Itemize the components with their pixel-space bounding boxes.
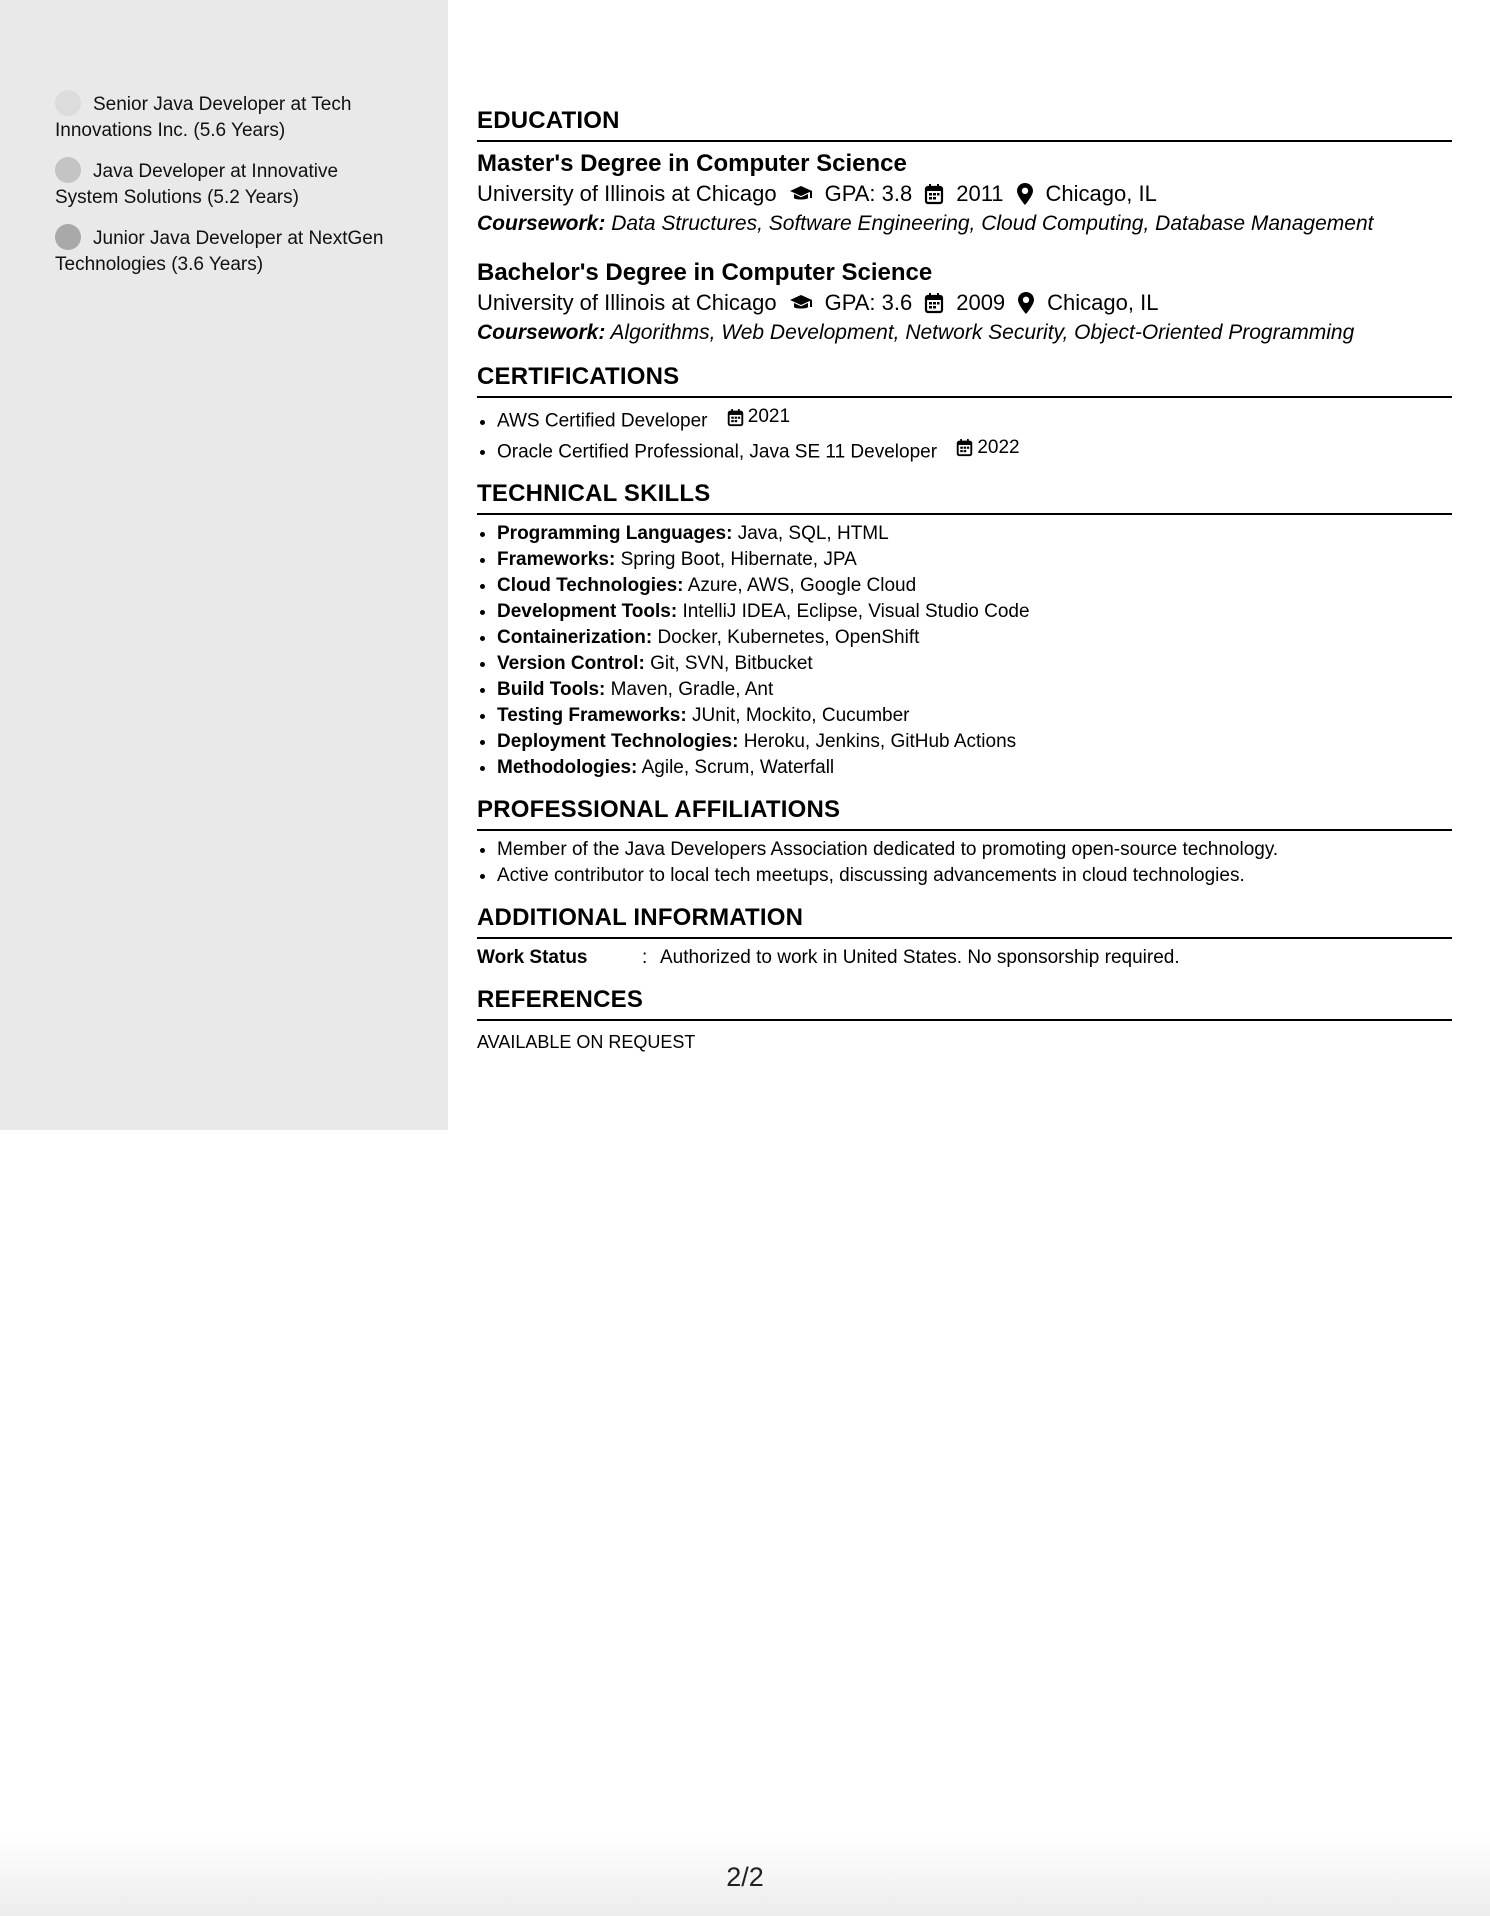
certification-year: 2021 bbox=[747, 406, 791, 427]
references-heading: REFERENCES bbox=[477, 985, 1452, 1021]
skill-value: IntelliJ IDEA, Eclipse, Visual Studio Code bbox=[682, 601, 1030, 622]
skill-label: Cloud Technologies: bbox=[497, 575, 684, 596]
skill-value: Git, SVN, Bitbucket bbox=[650, 653, 813, 674]
affiliations-list bbox=[477, 837, 1452, 889]
certifications-list bbox=[477, 404, 1452, 465]
education-entry bbox=[477, 257, 1452, 348]
degree-title: Master's Degree in Computer Science bbox=[477, 150, 907, 177]
coursework-label: Coursework: bbox=[477, 321, 606, 344]
map-pin-icon bbox=[1017, 292, 1035, 314]
skill-label: Programming Languages: bbox=[497, 523, 733, 544]
skill-item bbox=[497, 573, 1452, 599]
coursework bbox=[477, 318, 1452, 348]
skill-value: Docker, Kubernetes, OpenShift bbox=[657, 627, 920, 648]
skill-label: Testing Frameworks: bbox=[497, 705, 687, 726]
work-status-colon: : bbox=[642, 947, 648, 968]
education-entry bbox=[477, 148, 1452, 239]
main-content bbox=[477, 106, 1452, 1055]
experience-summary-text: Junior Java Developer at NextGen Technologies (3.6 Years) bbox=[55, 228, 384, 275]
skill-item bbox=[497, 703, 1452, 729]
experience-summary-text: Senior Java Developer at Tech Innovations Inc. (5.6 Years) bbox=[55, 94, 352, 141]
experience-summary-list bbox=[55, 90, 385, 291]
technical-skills-list bbox=[477, 521, 1452, 781]
skill-item bbox=[497, 755, 1452, 781]
skill-value: Maven, Gradle, Ant bbox=[610, 679, 774, 700]
coursework bbox=[477, 209, 1452, 239]
degree-title: Bachelor's Degree in Computer Science bbox=[477, 259, 933, 286]
location: Chicago, IL bbox=[1047, 290, 1159, 315]
skill-item bbox=[497, 547, 1452, 573]
certification-item bbox=[497, 404, 1452, 435]
certification-date bbox=[956, 435, 1019, 461]
technical-skills-heading: TECHNICAL SKILLS bbox=[477, 479, 1452, 515]
graduation-year: 2009 bbox=[956, 290, 1006, 315]
education-heading: EDUCATION bbox=[477, 106, 1452, 142]
experience-dot-icon bbox=[55, 224, 81, 250]
skill-item bbox=[497, 677, 1452, 703]
calendar-icon bbox=[924, 292, 944, 314]
affiliation-item: • Active contributor to local tech meetups, discussing advancements in cloud technologies. bbox=[497, 863, 1452, 889]
certification-name: Oracle Certified Professional, Java SE 11 Developer bbox=[497, 441, 938, 462]
additional-information-heading: ADDITIONAL INFORMATION bbox=[477, 903, 1452, 939]
experience-summary-item bbox=[55, 90, 385, 144]
graduation-year: 2011 bbox=[956, 181, 1004, 206]
experience-summary-text: Java Developer at Innovative System Solutions (5.2 Years) bbox=[55, 161, 339, 208]
certification-name: AWS Certified Developer bbox=[497, 410, 708, 432]
skill-value: JUnit, Mockito, Cucumber bbox=[691, 705, 910, 726]
coursework-label: Coursework: bbox=[477, 212, 606, 235]
experience-dot-icon bbox=[55, 157, 81, 183]
affiliation-item: • Member of the Java Developers Association dedicated to promoting open-source technology. bbox=[497, 837, 1452, 863]
experience-dot-icon bbox=[55, 90, 81, 116]
calendar-icon bbox=[727, 408, 744, 427]
skill-item bbox=[497, 625, 1452, 651]
certifications-heading: CERTIFICATIONS bbox=[477, 362, 1452, 398]
education-meta bbox=[477, 288, 1452, 318]
calendar-icon bbox=[956, 438, 973, 457]
graduation-cap-icon bbox=[789, 183, 813, 205]
skill-item bbox=[497, 599, 1452, 625]
certification-item bbox=[497, 435, 1452, 466]
skill-label: Development Tools: bbox=[497, 601, 678, 622]
skill-label: Methodologies: bbox=[497, 757, 638, 778]
skill-value: Heroku, Jenkins, GitHub Actions bbox=[743, 731, 1017, 752]
skill-item bbox=[497, 729, 1452, 755]
skill-item bbox=[497, 521, 1452, 547]
skill-label: Frameworks: bbox=[497, 549, 616, 570]
certification-year: 2022 bbox=[977, 436, 1020, 458]
education-meta bbox=[477, 179, 1452, 209]
graduation-cap-icon bbox=[789, 292, 813, 314]
school-name: University of Illinois at Chicago bbox=[477, 290, 777, 315]
skill-item bbox=[497, 651, 1452, 677]
skill-value: Java, SQL, HTML bbox=[737, 523, 889, 544]
skill-label: Containerization: bbox=[497, 627, 653, 648]
work-status-value: Authorized to work in United States. No sponsorship required. bbox=[660, 947, 1180, 968]
calendar-icon bbox=[924, 183, 944, 205]
page-number: 2/2 bbox=[726, 1862, 764, 1892]
gpa: GPA: 3.8 bbox=[824, 181, 913, 206]
school-name: University of Illinois at Chicago bbox=[477, 181, 777, 206]
skill-value: Azure, AWS, Google Cloud bbox=[687, 575, 917, 596]
certification-date bbox=[727, 404, 790, 430]
skill-label: Version Control: bbox=[497, 653, 645, 674]
experience-summary-item bbox=[55, 157, 385, 211]
skill-value: Spring Boot, Hibernate, JPA bbox=[620, 549, 857, 570]
affiliations-heading: PROFESSIONAL AFFILIATIONS bbox=[477, 795, 1452, 831]
coursework-list: Data Structures, Software Engineering, Cloud Computing, Database Management bbox=[611, 212, 1374, 235]
coursework-list: Algorithms, Web Development, Network Security, Object-Oriented Programming bbox=[610, 321, 1355, 344]
sidebar bbox=[0, 0, 448, 1130]
work-status-label: Work Status bbox=[477, 947, 588, 968]
location: Chicago, IL bbox=[1045, 181, 1157, 206]
skill-label: Build Tools: bbox=[497, 679, 606, 700]
gpa: GPA: 3.6 bbox=[824, 290, 913, 315]
references-text: AVAILABLE ON REQUEST bbox=[477, 1032, 696, 1052]
experience-summary-item bbox=[55, 224, 385, 278]
work-status-row bbox=[477, 945, 1452, 971]
skill-value: Agile, Scrum, Waterfall bbox=[641, 757, 835, 778]
map-pin-icon bbox=[1016, 183, 1034, 205]
skill-label: Deployment Technologies: bbox=[497, 731, 739, 752]
